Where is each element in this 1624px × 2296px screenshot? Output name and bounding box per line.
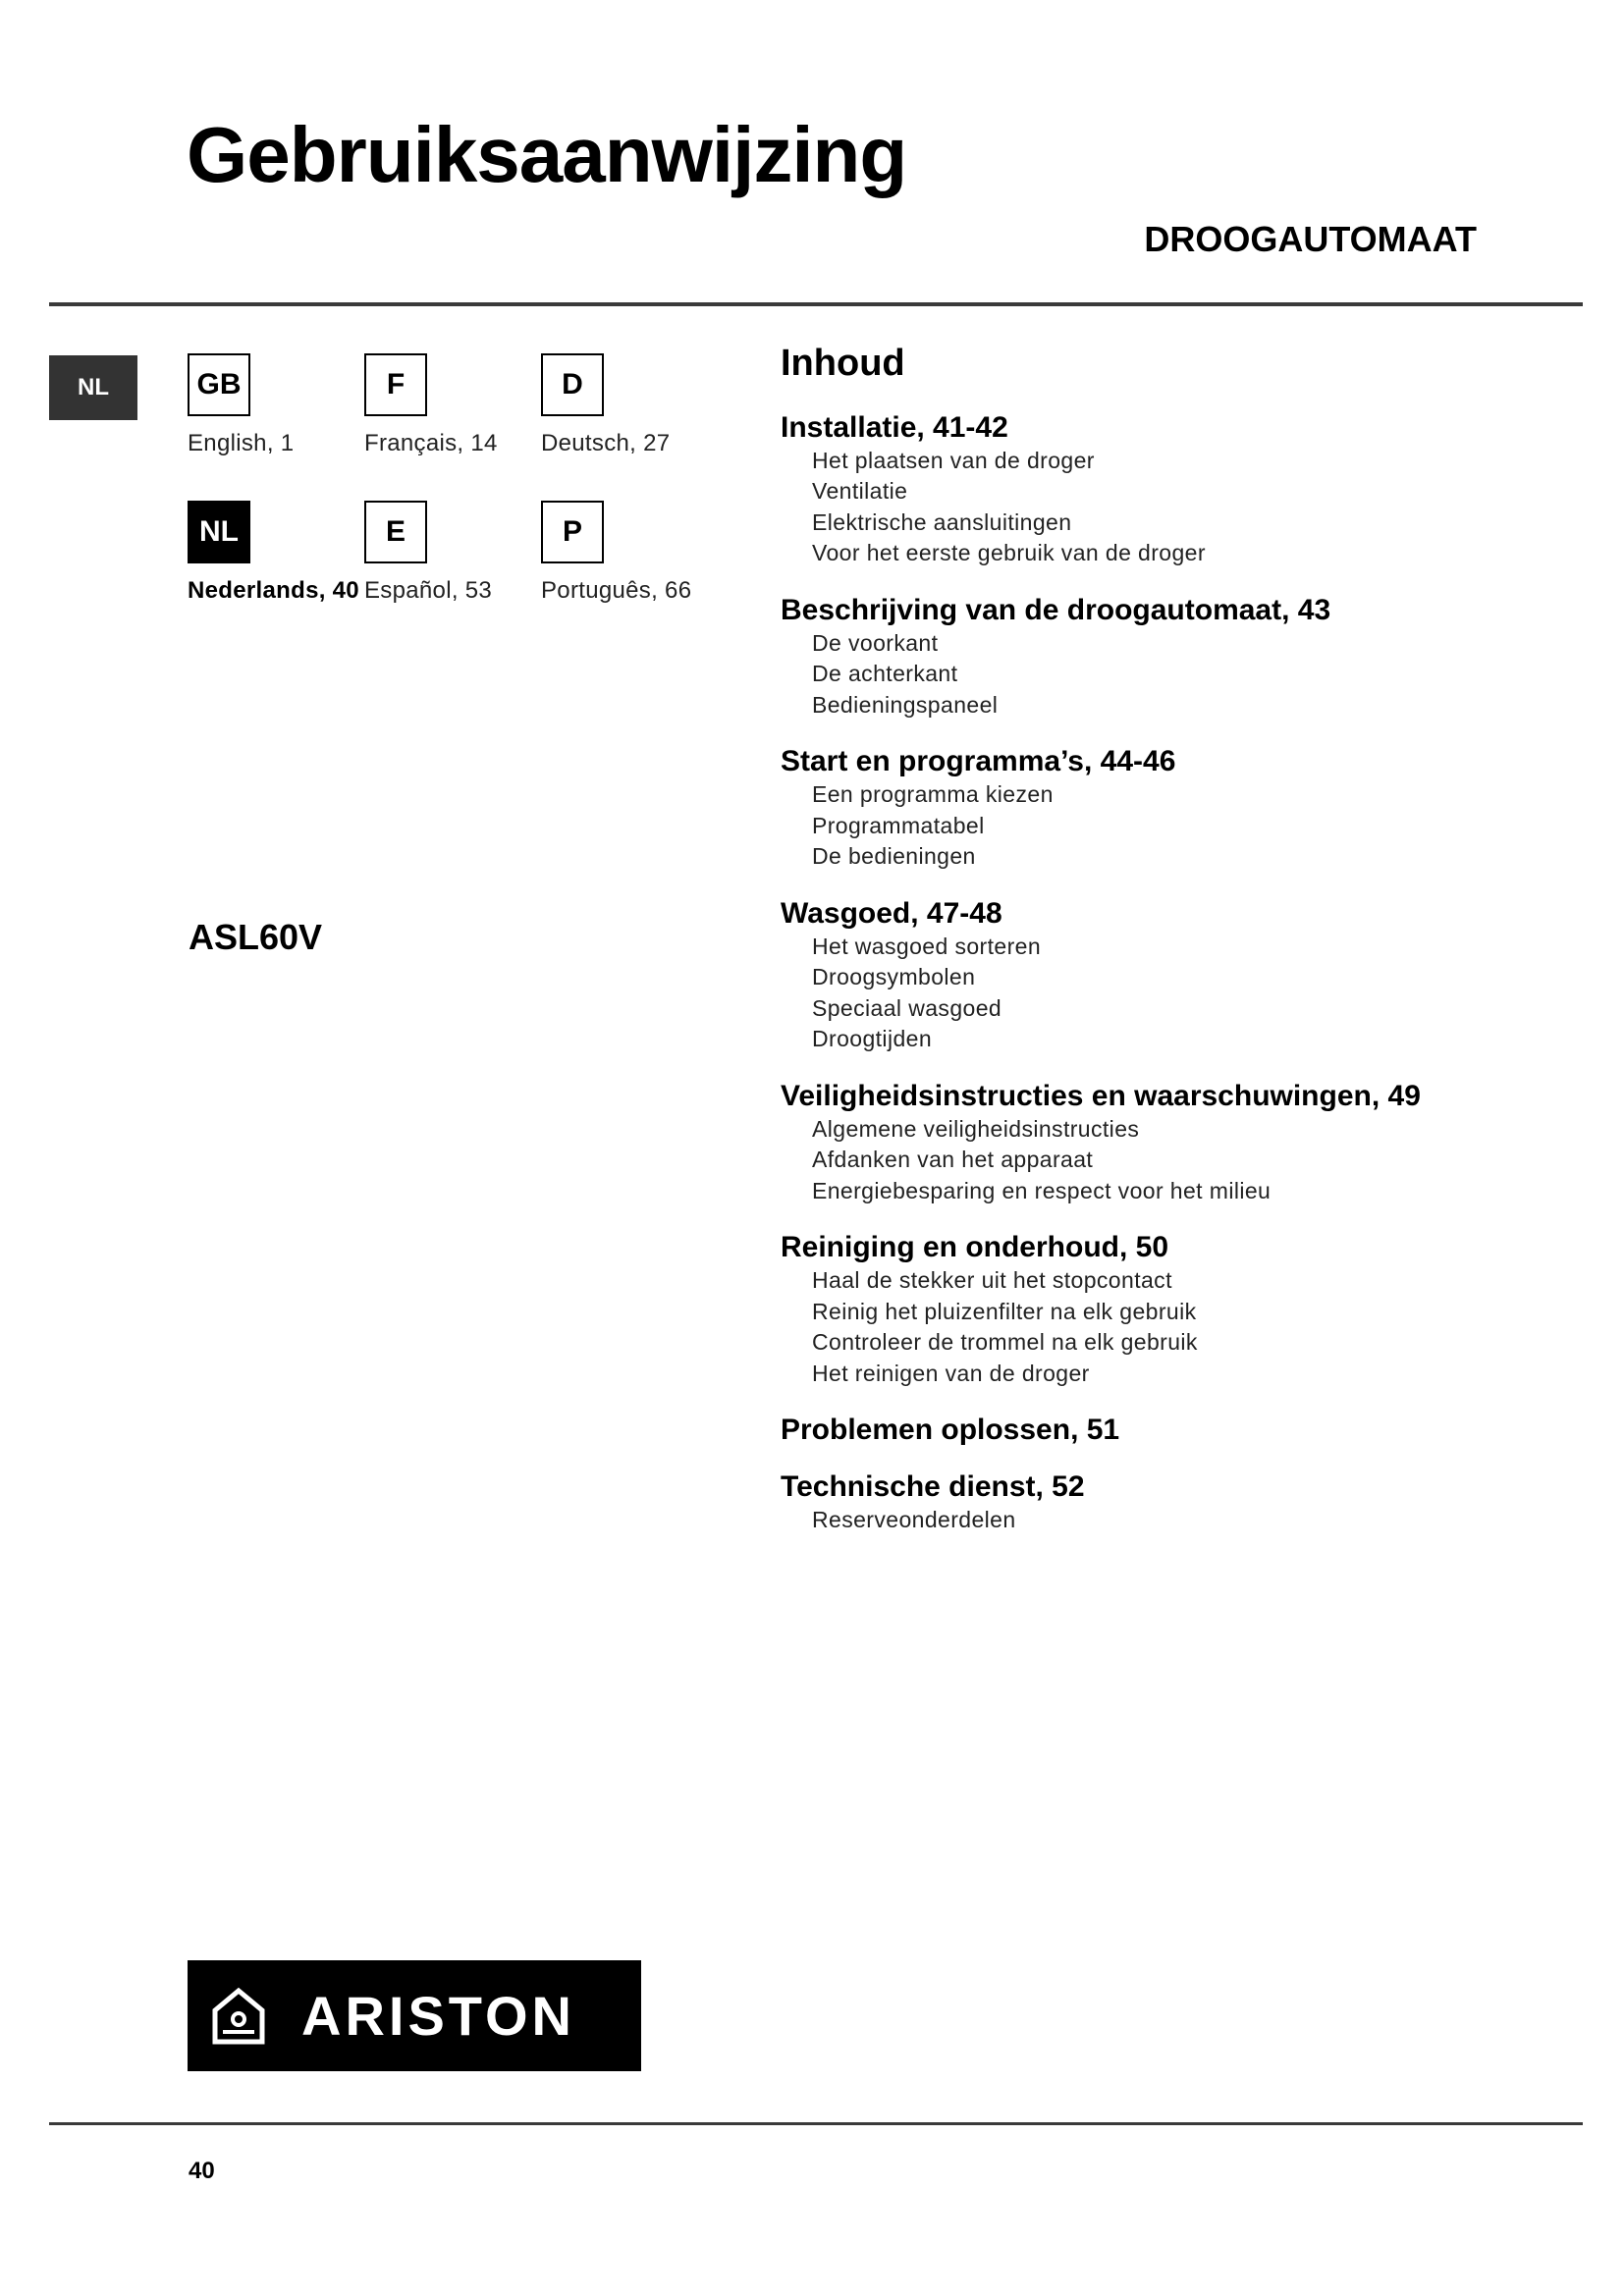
toc-item-list — [812, 1265, 1566, 1389]
language-code: D — [541, 353, 604, 416]
toc-title: Inhoud — [781, 343, 905, 384]
toc-item[interactable]: Een programma kiezen — [812, 781, 1054, 808]
language-label: Português, 66 — [541, 577, 692, 604]
language-code: F — [364, 353, 427, 416]
toc-item[interactable]: Het wasgoed sorteren — [812, 933, 1042, 959]
toc-item[interactable]: Reserveonderdelen — [812, 1507, 1016, 1533]
toc-item[interactable]: De bedieningen — [812, 843, 976, 870]
toc-item-list — [812, 1505, 1566, 1536]
toc-heading[interactable]: Technische dienst, 52 — [781, 1470, 1085, 1504]
language-entry-e[interactable] — [364, 501, 541, 605]
language-label: English, 1 — [188, 430, 295, 456]
toc-heading[interactable]: Veiligheidsinstructies en waarschuwingen, 49 — [781, 1079, 1421, 1112]
model-number: ASL60V — [189, 917, 323, 957]
language-tab: NL — [49, 355, 137, 420]
toc-item[interactable]: Reinig het pluizenfilter na elk gebruik — [812, 1298, 1197, 1324]
toc-section — [781, 1081, 1566, 1207]
toc-item[interactable]: De achterkant — [812, 661, 958, 687]
toc-heading[interactable]: Start en programma’s, 44-46 — [781, 745, 1176, 778]
language-label: Deutsch, 27 — [541, 430, 671, 456]
page-title: Gebruiksaanwijzing — [187, 111, 907, 198]
toc-section — [781, 595, 1566, 721]
toc-item-list — [812, 779, 1566, 873]
toc-heading[interactable]: Wasgoed, 47-48 — [781, 896, 1002, 930]
language-code: GB — [188, 353, 250, 416]
language-index — [188, 353, 737, 609]
toc-section — [781, 1232, 1566, 1389]
table-of-contents — [781, 344, 1566, 1562]
toc-sections — [781, 412, 1566, 1536]
toc-section — [781, 746, 1566, 873]
language-entry-f[interactable] — [364, 353, 541, 457]
language-label: Español, 53 — [364, 577, 493, 604]
house-icon — [211, 1987, 266, 2046]
brand-logo — [188, 1960, 641, 2071]
language-code: P — [541, 501, 604, 563]
toc-item[interactable]: Controleer de trommel na elk gebruik — [812, 1329, 1198, 1356]
language-entry-d[interactable] — [541, 353, 718, 457]
toc-item[interactable]: De voorkant — [812, 629, 939, 656]
toc-item[interactable]: Bedieningspaneel — [812, 691, 999, 718]
toc-item[interactable]: Droogsymbolen — [812, 964, 976, 990]
bottom-divider — [49, 2122, 1583, 2125]
toc-item[interactable]: Droogtijden — [812, 1026, 933, 1052]
language-label: Français, 14 — [364, 430, 498, 456]
toc-item[interactable]: Haal de stekker uit het stopcontact — [812, 1267, 1172, 1294]
toc-item[interactable]: Programmatabel — [812, 812, 985, 838]
toc-item[interactable]: Voor het eerste gebruik van de droger — [812, 540, 1206, 566]
toc-item-list — [812, 1114, 1566, 1207]
toc-item[interactable]: Elektrische aansluitingen — [812, 508, 1072, 535]
brand-name: ARISTON — [301, 1985, 575, 2047]
toc-section — [781, 898, 1566, 1055]
toc-heading[interactable]: Installatie, 41-42 — [781, 410, 1008, 444]
language-entry-p[interactable] — [541, 501, 718, 605]
toc-item[interactable]: Algemene veiligheidsinstructies — [812, 1115, 1140, 1142]
toc-item[interactable]: Het reinigen van de droger — [812, 1360, 1090, 1386]
toc-section — [781, 1415, 1566, 1446]
toc-item[interactable]: Afdanken van het apparaat — [812, 1147, 1094, 1173]
toc-heading[interactable]: Beschrijving van de droogautomaat, 43 — [781, 593, 1331, 626]
toc-section — [781, 412, 1566, 569]
toc-section — [781, 1471, 1566, 1536]
language-code: E — [364, 501, 427, 563]
product-type: DROOGAUTOMAAT — [1144, 219, 1477, 259]
top-divider — [49, 302, 1583, 306]
toc-item-list — [812, 932, 1566, 1055]
toc-item-list — [812, 628, 1566, 721]
page-number: 40 — [189, 2158, 215, 2184]
toc-heading[interactable]: Reiniging en onderhoud, 50 — [781, 1231, 1169, 1264]
language-entry-gb[interactable] — [188, 353, 364, 457]
language-entry-nl[interactable] — [188, 501, 364, 605]
language-code: NL — [188, 501, 250, 563]
toc-heading[interactable]: Problemen oplossen, 51 — [781, 1414, 1120, 1447]
toc-item[interactable]: Speciaal wasgoed — [812, 994, 1002, 1021]
toc-item-list — [812, 446, 1566, 569]
language-label: Nederlands, 40 — [188, 577, 359, 604]
toc-item[interactable]: Ventilatie — [812, 478, 908, 505]
toc-item[interactable]: Het plaatsen van de droger — [812, 447, 1095, 473]
toc-item[interactable]: Energiebesparing en respect voor het milieu — [812, 1177, 1272, 1203]
